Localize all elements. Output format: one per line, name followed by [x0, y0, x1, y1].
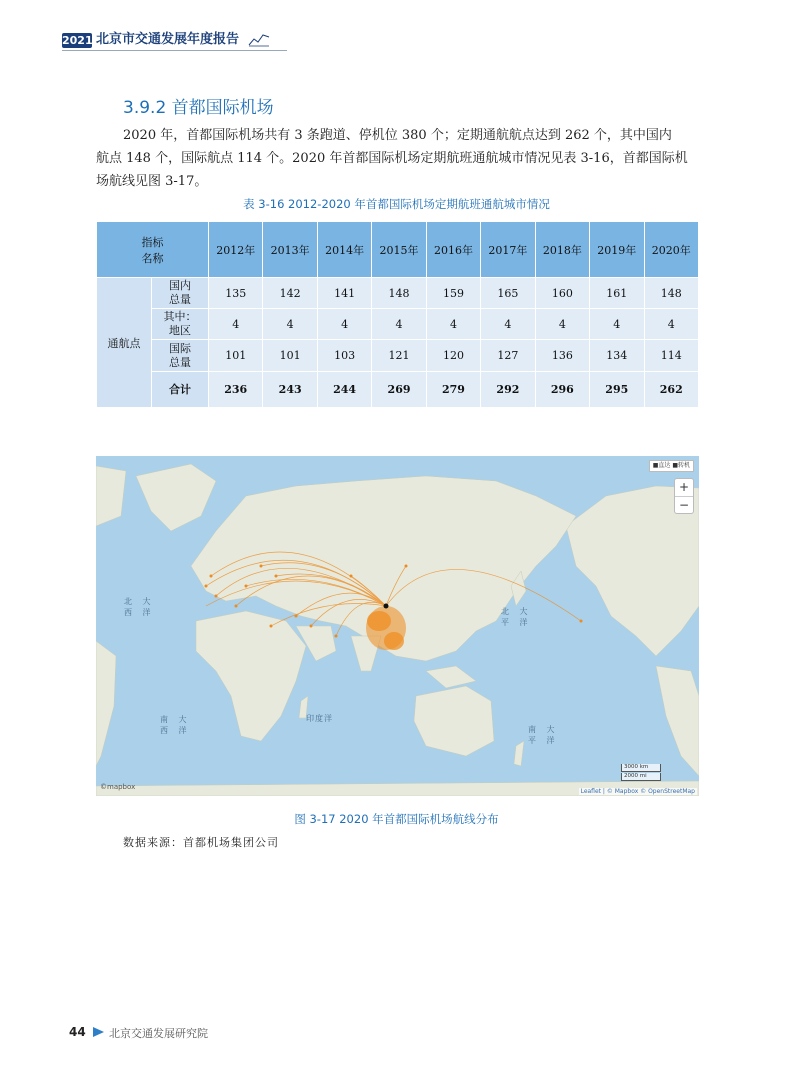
row-label-line-2: 总量 [169, 293, 191, 306]
row-label-line-2: 总量 [169, 355, 191, 369]
map-legend [649, 460, 694, 472]
ocean-label-line: 南 大 [528, 725, 559, 734]
year-header: 2014年 [317, 222, 371, 278]
paragraph-line-2: 航点 148 个，国际航点 114 个。2020 年首都国际机场定期航班通航城市情况见表 3-16，首都国际机 [96, 151, 688, 166]
table-cell: 161 [590, 278, 644, 309]
table-cell: 244 [317, 372, 371, 408]
domestic-cluster [366, 606, 406, 650]
ocean-label-line: 西 洋 [160, 726, 191, 735]
table-cell: 4 [209, 309, 263, 340]
row-label-line-1: 国内 [169, 279, 191, 292]
year-header: 2015年 [372, 222, 426, 278]
table-cell: 236 [209, 372, 263, 408]
arrow-icon [93, 1027, 104, 1037]
table-cell: 121 [372, 340, 426, 372]
table-cell: 136 [535, 340, 589, 372]
zoom-in-button[interactable]: + [678, 480, 690, 494]
table-cell: 4 [263, 309, 317, 340]
figure-caption: 图 3-17 2020 年首都国际机场航线分布 [294, 812, 499, 826]
world-map-svg [96, 456, 699, 796]
line-chart-icon [248, 31, 270, 47]
table-cell: 4 [535, 309, 589, 340]
data-source: 数据来源：首都机场集团公司 [123, 836, 279, 849]
map-scale [621, 764, 661, 782]
table-cell: 148 [372, 278, 426, 309]
ocean-label [124, 596, 155, 618]
scale-km: 3000 km [621, 764, 661, 772]
route-map[interactable] [96, 456, 699, 796]
table-cell: 269 [372, 372, 426, 408]
ocean-label-line: 北 大 [124, 597, 155, 606]
year-header: 2013年 [263, 222, 317, 278]
table-cell: 279 [426, 372, 480, 408]
map-attribution[interactable]: Leaflet | © Mapbox © OpenStreetMap [580, 788, 695, 795]
table-cell: 160 [535, 278, 589, 309]
routes-table [96, 221, 699, 408]
ocean-label [160, 714, 191, 736]
table-cell: 165 [481, 278, 535, 309]
row-label: 合计 [152, 372, 209, 408]
footer-institution: 北京交通发展研究院 [109, 1027, 208, 1040]
table-cell: 142 [263, 278, 317, 309]
mapbox-logo[interactable]: ©mapbox [100, 783, 136, 791]
page-number: 44 [69, 1025, 86, 1039]
header-year-badge: 2021 [62, 34, 93, 47]
table-cell: 114 [644, 340, 699, 372]
table-cell: 120 [426, 340, 480, 372]
table-cell: 4 [426, 309, 480, 340]
scale-mi: 2000 mi [621, 773, 661, 781]
table-cell: 103 [317, 340, 371, 372]
corner-line-1: 指标 [141, 235, 164, 249]
row-label-line-1: 国际 [169, 341, 191, 355]
table-corner-header [97, 222, 209, 278]
ocean-label [528, 724, 559, 746]
table-cell: 295 [590, 372, 644, 408]
ocean-label-line: 北 大 [501, 607, 532, 616]
year-header: 2018年 [535, 222, 589, 278]
table-cell: 243 [263, 372, 317, 408]
table-row-total [97, 372, 699, 408]
table-cell: 4 [590, 309, 644, 340]
paragraph-line-3: 场航线见图 3-17。 [96, 174, 208, 189]
corner-line-2: 名称 [141, 251, 164, 265]
zoom-out-button[interactable]: − [675, 496, 693, 514]
table-row [97, 340, 699, 372]
ocean-label [501, 606, 532, 628]
table-cell: 141 [317, 278, 371, 309]
year-header: 2016年 [426, 222, 480, 278]
ocean-label-line: 平 洋 [528, 736, 559, 745]
table-row [97, 278, 699, 309]
table-cell: 135 [209, 278, 263, 309]
table-row [97, 309, 699, 340]
ocean-label: 印度洋 [306, 714, 333, 723]
table-cell: 159 [426, 278, 480, 309]
table-cell: 148 [644, 278, 699, 309]
paragraph-line-1: 2020 年，首都国际机场共有 3 条跑道、停机位 380 个；定期通航航点达到 262 个，其中国内 [123, 128, 672, 143]
table-cell: 4 [481, 309, 535, 340]
row-label [152, 278, 209, 309]
ocean-label-line: 西 洋 [124, 608, 155, 617]
year-header: 2012年 [209, 222, 263, 278]
section-title: 3.9.2 首都国际机场 [123, 98, 274, 118]
table-cell: 134 [590, 340, 644, 372]
legend-transfer: ■转机 [672, 462, 690, 469]
zoom-control [674, 478, 694, 514]
table-cell: 101 [209, 340, 263, 372]
header-rule [62, 50, 287, 51]
row-label [152, 309, 209, 340]
row-label-line-2: 地区 [169, 324, 191, 337]
ocean-label-line: 南 大 [160, 715, 191, 724]
table-cell: 101 [263, 340, 317, 372]
year-header: 2019年 [590, 222, 644, 278]
beijing-hub-marker [384, 604, 389, 609]
table-cell: 292 [481, 372, 535, 408]
row-label [152, 340, 209, 372]
legend-direct: ■直达 [652, 462, 671, 469]
group-label: 通航点 [97, 278, 152, 408]
table-cell: 4 [317, 309, 371, 340]
table-caption: 表 3-16 2012-2020 年首都国际机场定期航班通航城市情况 [243, 197, 550, 211]
header-title: 北京市交通发展年度报告 [96, 32, 240, 47]
row-label-line-1: 其中： [163, 310, 197, 323]
table-cell: 127 [481, 340, 535, 372]
table-cell: 4 [372, 309, 426, 340]
year-header: 2017年 [481, 222, 535, 278]
table-cell: 296 [535, 372, 589, 408]
ocean-label-line: 平 洋 [501, 618, 532, 627]
year-header: 2020年 [644, 222, 699, 278]
table-cell: 262 [644, 372, 699, 408]
table-cell: 4 [644, 309, 699, 340]
